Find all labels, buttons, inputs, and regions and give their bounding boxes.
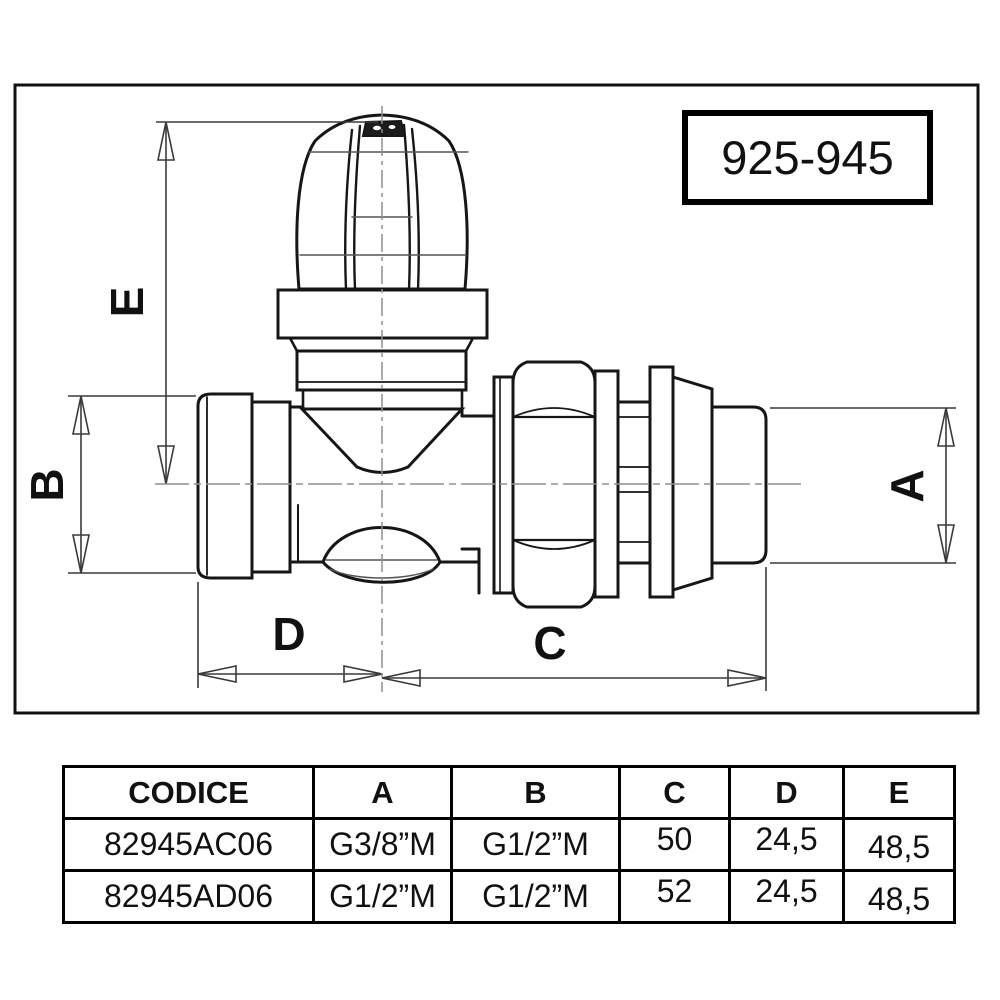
dim-label-d: D: [272, 608, 306, 660]
cell-e: 48,5: [844, 819, 955, 871]
table-row: [64, 871, 955, 923]
cell-a: G1/2”M: [314, 871, 452, 923]
tailpiece-end: [712, 407, 766, 563]
left-port-cylinder: [252, 402, 290, 572]
product-series-code: 925-945: [721, 131, 894, 184]
valve-body-group: [198, 115, 766, 607]
knob-cap-highlight: [373, 126, 381, 130]
cell-d: 24,5: [730, 819, 844, 871]
dim-label-e: E: [101, 286, 153, 318]
dim-label-a: A: [881, 469, 933, 503]
body-right-stub: [462, 409, 494, 549]
header-codice: CODICE: [64, 767, 314, 819]
cell-b: G1/2”M: [452, 871, 620, 923]
knob-cap-highlight-2: [389, 125, 396, 129]
cell-b: G1/2”M: [452, 819, 620, 871]
product-series-badge: [682, 110, 933, 205]
cell-codice: 82945AD06: [64, 871, 314, 923]
header-d: D: [730, 767, 844, 819]
cell-codice: 82945AC06: [64, 819, 314, 871]
spec-table: [62, 765, 956, 924]
header-e: E: [844, 767, 955, 819]
header-c: C: [620, 767, 730, 819]
spec-table-header-row: [64, 767, 955, 819]
union-flange-left: [494, 377, 513, 593]
cell-a: G3/8”M: [314, 819, 452, 871]
header-b: B: [452, 767, 620, 819]
union-flange-right: [650, 367, 673, 597]
cell-d: 24,5: [730, 871, 844, 923]
cell-c: 50: [620, 819, 730, 871]
table-row: [64, 819, 955, 871]
dim-label-c: C: [533, 617, 567, 669]
cell-c: 52: [620, 871, 730, 923]
knob-top-cap: [363, 121, 405, 136]
dim-label-b: B: [21, 468, 73, 502]
cell-e: 48,5: [844, 871, 955, 923]
header-a: A: [314, 767, 452, 819]
threaded-nipple: [618, 402, 650, 563]
